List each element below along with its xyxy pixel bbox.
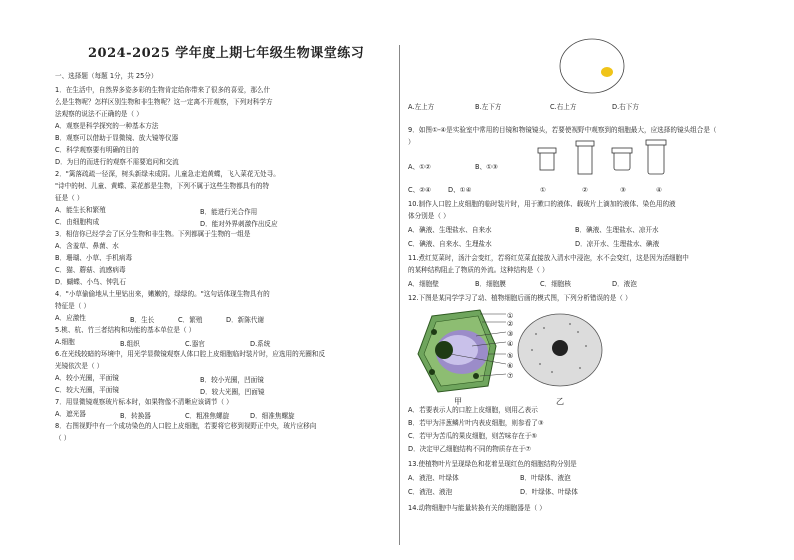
question-text-line: A．细胞壁 (408, 280, 439, 288)
question-text-line: 13.使植物叶片呈现绿色和花着呈现红色的细胞结构分别是 (408, 460, 577, 468)
question-text-line: 体分别是（ ） (408, 212, 450, 220)
question-text-line: ① (540, 186, 546, 194)
question-text-line: 3．相信你已经学会了区分生物和非生物。下列都属于生物的一组是 (55, 230, 251, 238)
question-text-line: 么是生物呢？怎样区别生物和非生物呢？这一定离不开观察，下列对科学方 (55, 98, 273, 106)
question-text-line: B．珊瑚、小草、手机病毒 (55, 254, 133, 262)
question-text-line: C．液泡、液泡 (408, 488, 453, 496)
question-text-line: 11.煮红苋菜时，汤汁会变红，若将红苋菜直接放入清水中浸泡，水不会变红，这是因为活细胞中 (408, 254, 689, 262)
question-text-line: A．液泡、叶绿体 (408, 474, 459, 482)
question-text-line: 5.桃、杭、竹三者结构和功能的基本单位是（ ） (55, 326, 196, 334)
objective-long-icon (646, 140, 666, 174)
answer-option: D．能对外界刺激作出反应 (200, 220, 278, 228)
question-text-line: A．若要表示人的口腔上皮细胞，则用乙表示 (408, 406, 538, 414)
question-text-line: A.细胞 (55, 338, 75, 346)
answer-option: C．粗准焦螺旋 (185, 412, 230, 420)
answer-option: B．较小光圈，凹面镜 (200, 376, 264, 384)
question-text-line: D．凉开水、生理盐水、碘液 (575, 240, 660, 248)
section-heading: 一、选择题（每题 1分，共 25分） (55, 72, 158, 80)
question-text-line: A．较小光圈，平面镜 (55, 374, 119, 382)
question-text-line: C、②④ (408, 186, 432, 194)
question-text-line: B．观察可以借助于显微镜、放大镜等仪器 (55, 134, 179, 142)
question-text-line: B．叶绿体、液泡 (520, 474, 571, 482)
question-text-line: D.右下方 (612, 103, 639, 111)
question-text-line: 12.下图是某同学学习了动、植物细胞后画的模式图，下列分析错误的是（ ） (408, 294, 632, 302)
question-text-line: 14.动物细胞中与能量转换有关的细胞器是（ ） (408, 504, 546, 512)
structure-number-label: ⑤ (507, 352, 514, 360)
question-text-line: 特征是（ ） (55, 302, 91, 310)
answer-option: B．生长 (130, 316, 155, 324)
answer-option: D.系统 (250, 340, 271, 348)
answer-option: B．能进行光合作用 (200, 208, 258, 216)
question-text-line: D．液泡 (612, 280, 637, 288)
question-text-line: A、①② (408, 163, 431, 171)
question-text-line: B、①③ (475, 163, 498, 171)
question-text-line: ② (582, 186, 588, 194)
question-text-line: C．科学观察要有明确的目的 (55, 146, 139, 154)
plant-cell-icon (418, 310, 496, 392)
question-text-line: 法观察的说法不正确的是（ ） (55, 110, 143, 118)
microscope-view-figure (555, 36, 630, 96)
answer-option: B.组织 (120, 340, 140, 348)
answer-option: D．新陈代谢 (226, 316, 265, 324)
question-text-line: C．若甲为苦瓜的果皮细胞，则苦味存在于⑤ (408, 432, 538, 440)
question-text-line: ） (408, 138, 415, 146)
eyepiece-long-icon (576, 141, 594, 174)
question-text-line: B．碘液、生理盐水、凉开水 (575, 226, 659, 234)
question-text-line: 9．如图①-④是实验室中常用的目镜和物镜镜头，若要使视野中观察到的细胞最大，应选择的镜头组合是（ (408, 126, 717, 134)
answer-option: B．转换器 (120, 412, 151, 420)
question-text-line: 8．右图视野中有一个成功染色的人口腔上皮细胞，若要将它移到视野正中央，玻片应移向 (55, 422, 317, 430)
question-text-line: 6.在光线较暗的环境中，用光学显微镜观察人体口腔上皮细胞临时装片时，应选用的光圈和反 (55, 350, 326, 358)
column-divider (399, 45, 400, 545)
question-text-line: A.左上方 (408, 103, 435, 111)
structure-number-label: ⑥ (507, 362, 514, 370)
question-text-line: 1．在生活中，自然界多姿多彩的生物肯定给你带来了很多的喜爱，那么什 (55, 86, 271, 94)
cell-diagram (410, 306, 610, 406)
question-text-line: A．含羞草、鼻菌、水 (55, 242, 119, 250)
label-yi: 乙 (556, 397, 564, 406)
eyepiece-short-icon (538, 148, 556, 170)
question-text-line: D、①④ (448, 186, 472, 194)
question-text-line: A．观察是科学探究的一种基本方法 (55, 122, 159, 130)
question-text-line: D．为目的而进行的观察不需要追问和交流 (55, 158, 179, 166)
answer-option: D．较大光圈，凹面镜 (200, 388, 265, 396)
structure-number-label: ⑦ (507, 372, 514, 380)
question-text-line: B．若甲为洋葱鳞片叶内表皮细胞，则参看了③ (408, 419, 544, 427)
answer-option: C.器官 (185, 340, 205, 348)
question-text-line: 7．用显微镜观察玻片标本时，如果物像不清晰应该调节（ ） (55, 398, 233, 406)
question-text-line: A．遮光器 (55, 410, 86, 418)
answer-option: C．繁殖 (178, 316, 203, 324)
question-text-line: 10.制作人口腔上皮细胞的临时装片时，用于漱口的液体、载玻片上滴加的液体、染色用的液 (408, 200, 676, 208)
question-text-line: D．决定甲乙细胞结构不同的物质存在于⑦ (408, 445, 532, 453)
question-text-line: C．碘液、自来水、生理盐水 (408, 240, 492, 248)
question-text-line: D．蝴蝶、小鸟、钟乳石 (55, 278, 127, 286)
question-text-line: "诗中的树、儿童、黄蝶、菜花都是生物，下列不属于这些生物都具有的特 (55, 182, 270, 190)
question-text-line: ③ (620, 186, 626, 194)
question-text-line: C．细胞核 (540, 280, 571, 288)
label-jia: 甲 (454, 397, 462, 406)
question-text-line: （ ） (55, 434, 71, 442)
question-text-line: ④ (656, 186, 662, 194)
question-text-line: A．能生长和繁殖 (55, 206, 106, 214)
question-text-line: C．猫、蘑菇、流感病毒 (55, 266, 126, 274)
nucleus-icon (435, 341, 453, 359)
answer-option: D．细准焦螺旋 (250, 412, 295, 420)
question-text-line: D．叶绿体、叶绿体 (520, 488, 578, 496)
question-text-line: C．较大光圈，平面镜 (55, 386, 119, 394)
structure-number-label: ④ (507, 340, 514, 348)
question-text-line: C.右上方 (550, 103, 577, 111)
structure-number-label: ② (507, 320, 514, 328)
animal-cell-icon (518, 314, 602, 386)
question-text-line: A．碘液、生理盐水、自来水 (408, 226, 492, 234)
structure-number-label: ① (507, 312, 514, 320)
structure-number-label: ③ (507, 330, 514, 338)
question-text-line: 光镜依次是（ ） (55, 362, 104, 370)
question-text-line: 的某种结构阻止了物质的外流。这种结构是（ ） (408, 266, 549, 274)
question-text-line: 4．"小草偷偷地从土里钻出来，嫩嫩的，绿绿的。"这句话体现生物具有的 (55, 290, 270, 298)
lens-figure (532, 138, 672, 184)
question-text-line: C．由细胞构成 (55, 218, 100, 226)
question-text-line: 2．"篱落疏疏一径深，树头新绿未成阴。儿童急走追黄蝶，飞入菜花无处寻。 (55, 170, 280, 178)
page-title: 2024-2025 学年度上期七年级生物课堂练习 (88, 46, 365, 61)
question-text-line: B．细胞膜 (475, 280, 506, 288)
question-text-line: A．应激性 (55, 314, 86, 322)
objective-short-icon (612, 148, 632, 170)
stained-cell-icon (601, 67, 613, 77)
question-text-line: B.左下方 (475, 103, 502, 111)
question-text-line: 征是（ ） (55, 194, 84, 202)
